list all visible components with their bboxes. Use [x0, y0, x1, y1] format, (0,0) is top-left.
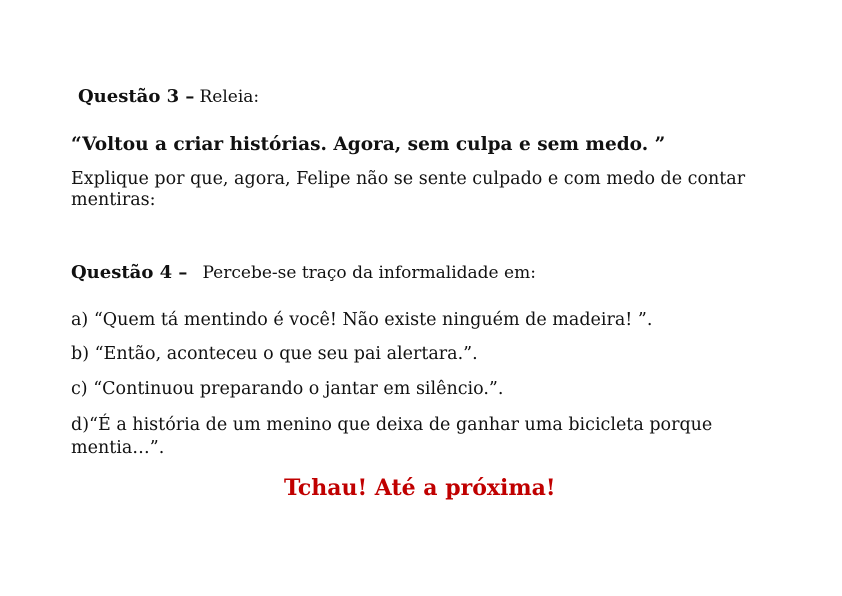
- question-3-title: [78, 88, 259, 106]
- option-d-line-1: d)“É a história de um menino que deixa de ganhar uma bicicleta porque: [71, 415, 713, 435]
- question-3-quote: “Voltou a criar histórias. Agora, sem culpa e sem medo. ”: [71, 134, 666, 155]
- question-4-title: [71, 264, 536, 282]
- option-a: a) “Quem tá mentindo é você! Não existe ninguém de madeira! ”.: [71, 310, 653, 330]
- question-3-text-line-1: Explique por que, agora, Felipe não se sente culpado e com medo de contar: [71, 169, 746, 189]
- closing-message: Tchau! Até a próxima!: [284, 475, 556, 501]
- option-c: c) “Continuou preparando o jantar em silêncio.”.: [71, 379, 504, 399]
- question-3-heading: Questão 3 –: [78, 86, 195, 107]
- question-3-text-line-2: mentiras:: [71, 190, 156, 210]
- option-b: b) “Então, aconteceu o que seu pai alertara.”.: [71, 344, 478, 364]
- question-4-heading: Questão 4 –: [71, 262, 188, 283]
- question-4-prompt: Percebe-se traço da informalidade em:: [202, 263, 536, 283]
- question-3-prompt: Releia:: [199, 87, 260, 107]
- option-d-line-2: mentia…”.: [71, 438, 165, 458]
